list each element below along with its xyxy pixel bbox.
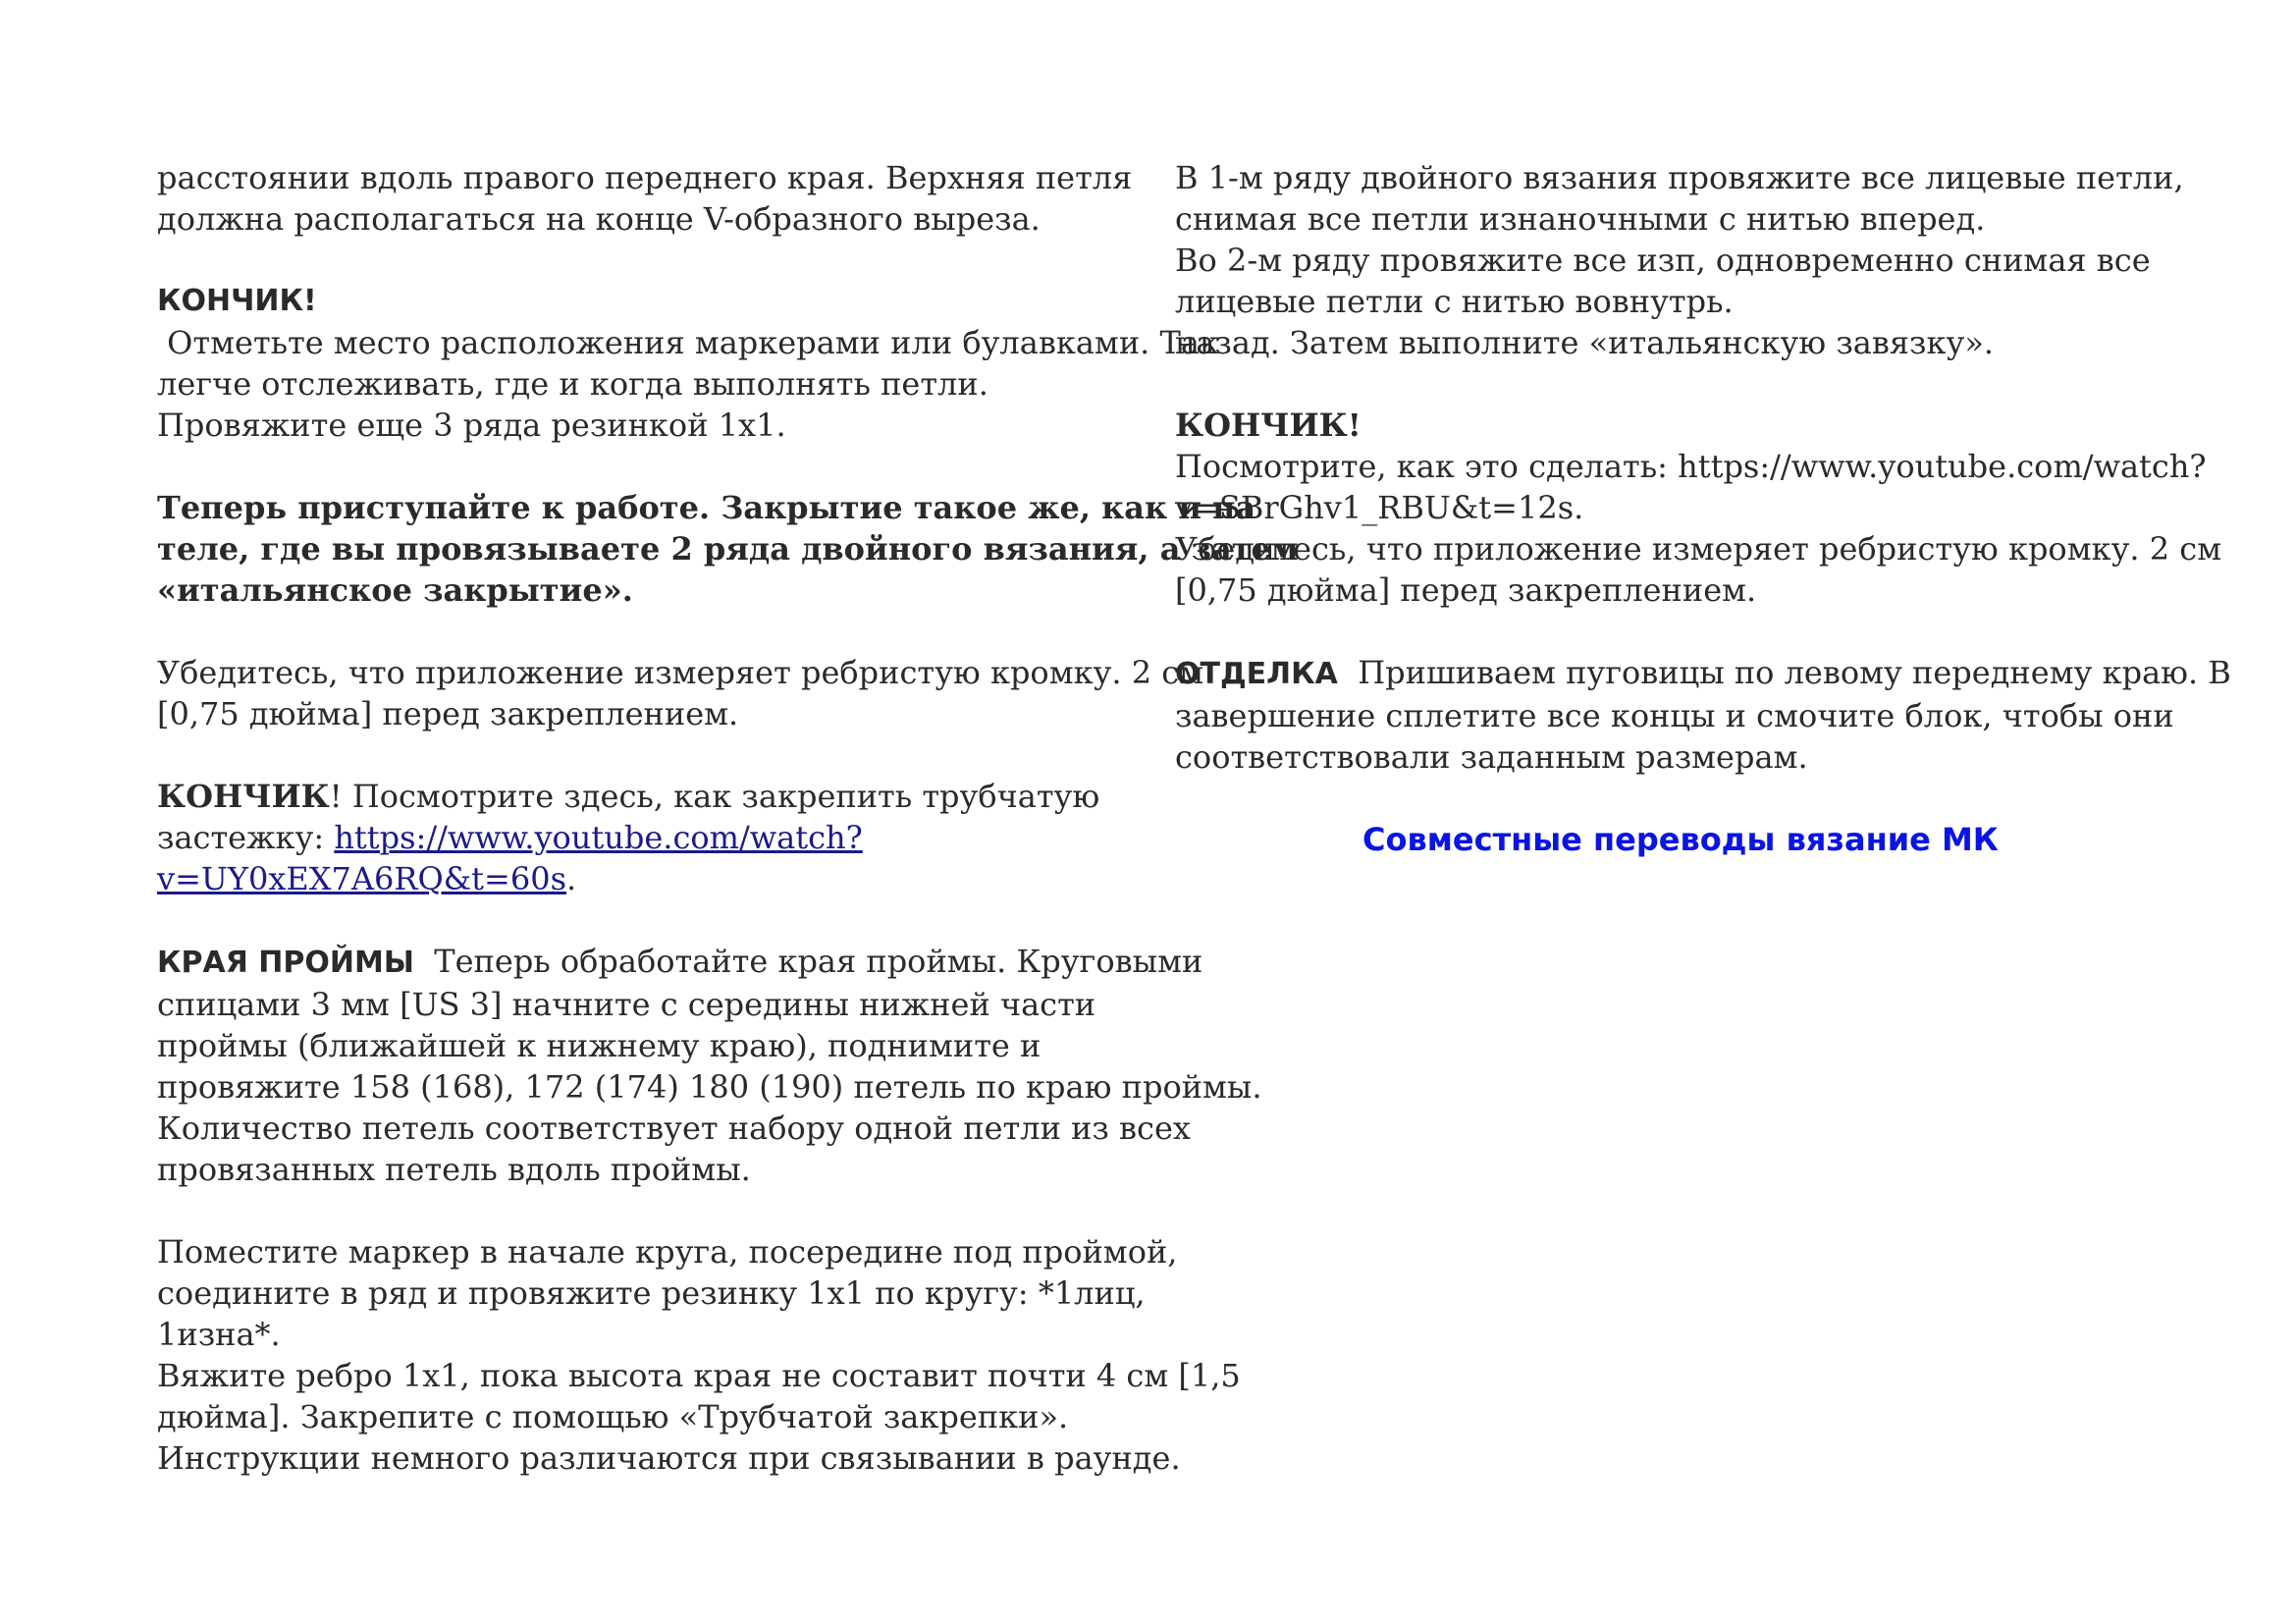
text-span: Пришиваем пуговицы по левому переднему краю. В [1337,654,2231,691]
text-line: В 1-м ряду двойного вязания провяжите все лицевые петли, [1175,159,2184,196]
double-knit-paragraph [1175,157,2186,363]
text-line: Во 2-м ряду провяжите все изп, одновременно снимая все [1175,242,2151,279]
finishing-paragraph [1175,652,2231,778]
right-column [1175,157,2231,778]
text-line: Инструкции немного различаются при связывании в раунде. [157,1439,1181,1477]
text-line: соедините в ряд и провяжите резинку 1x1 по кругу: *1лиц, [157,1274,1146,1312]
tip-heading: КОНЧИК [157,778,330,815]
text-line: [0,75 дюйма] перед закреплением. [1175,571,1757,609]
text-line: [0,75 дюйма] перед закреплением. [157,695,739,732]
tip-heading: КОНЧИК! [157,284,317,318]
marker-paragraph [157,1231,1241,1479]
youtube-link-part-1[interactable]: https://www.youtube.com/watch? [334,819,863,856]
text-line: легче отслеживать, где и когда выполнять петли. [157,365,988,403]
text-span: Теперь обработайте края проймы. Круговыми [413,943,1203,980]
text-line: должна располагаться на конце V-образного выреза. [157,200,1041,238]
text-line: теле, где вы провязываете 2 ряда двойного вязания, а затем [157,530,1299,568]
intro-paragraph [157,157,1148,240]
text-line: Убедитесь, что приложение измеряет ребристую кромку. 2 см [157,654,1204,691]
joint-translations-link[interactable]: Совместные переводы вязание МК [1362,821,1999,858]
text-line: соответствовали заданным размерам. [1175,738,1808,776]
text-line: 1изна*. [157,1316,281,1353]
text-line: провязанных петель вдоль проймы. [157,1151,751,1188]
text-line: расстоянии вдоль правого переднего края. Верхняя петля [157,159,1133,196]
armhole-paragraph [157,941,1262,1190]
text-line: дюйма]. Закрепите с помощью «Трубчатой закрепки». [157,1398,1069,1435]
text-line: назад. Затем выполните «итальянскую завязку». [1175,324,1995,361]
bold-note-paragraph [157,487,1299,611]
text-line: v=SBrGhv1_RBU&t=12s. [1175,489,1584,526]
youtube-link-part-2[interactable]: v=UY0xEX7A6RQ&t=60s [157,860,566,897]
text-line: проймы (ближайшей к нижнему краю), поднимите и [157,1027,1041,1064]
tip-heading: КОНЧИК! [1175,406,1362,444]
tip-paragraph-2 [157,776,1148,899]
text-line: спицами 3 мм [US 3] начните с середины нижней части [157,986,1096,1023]
text-line: Вяжите ребро 1x1, пока высота края не составит почти 4 см [1,5 [157,1357,1241,1394]
armhole-heading: КРАЯ ПРОЙМЫ [157,946,414,980]
text-line: «итальянское закрытие». [157,571,633,609]
text-line: Теперь приступайте к работе. Закрытие такое же, как и на [157,489,1256,526]
measure-paragraph [157,652,1204,734]
text-line: Убедитесь, что приложение измеряет ребристую кромку. 2 см [1175,530,2222,568]
text-span: ! Посмотрите здесь, как закрепить трубчатую [329,778,1100,815]
text-line: завершение сплетите все концы и смочите блок, чтобы они [1175,697,2174,734]
text-line: Отметьте место расположения маркерами или булавками. Так [157,324,1219,361]
text-line: Количество петель соответствует набору одной петли из всех [157,1110,1191,1147]
text-line: провяжите 158 (168), 172 (174) 180 (190) петель по краю проймы. [157,1068,1262,1106]
text-line: Провяжите еще 3 ряда резинкой 1x1. [157,406,786,444]
tip-paragraph-3 [1175,405,2222,611]
text-line: лицевые петли с нитью вовнутрь. [1175,283,1734,320]
text-line: снимая все петли изнаночными с нитью вперед. [1175,200,1986,238]
text-span: застежку: [157,819,335,856]
tip-paragraph-1 [157,281,1219,446]
finishing-heading: ОТДЕЛКА [1175,657,1338,691]
text-line: Поместите маркер в начале круга, посередине под проймой, [157,1233,1178,1271]
text-span: . [565,860,577,897]
text-line: Посмотрите, как это сделать: https://www.youtube.com/watch? [1175,448,2207,485]
